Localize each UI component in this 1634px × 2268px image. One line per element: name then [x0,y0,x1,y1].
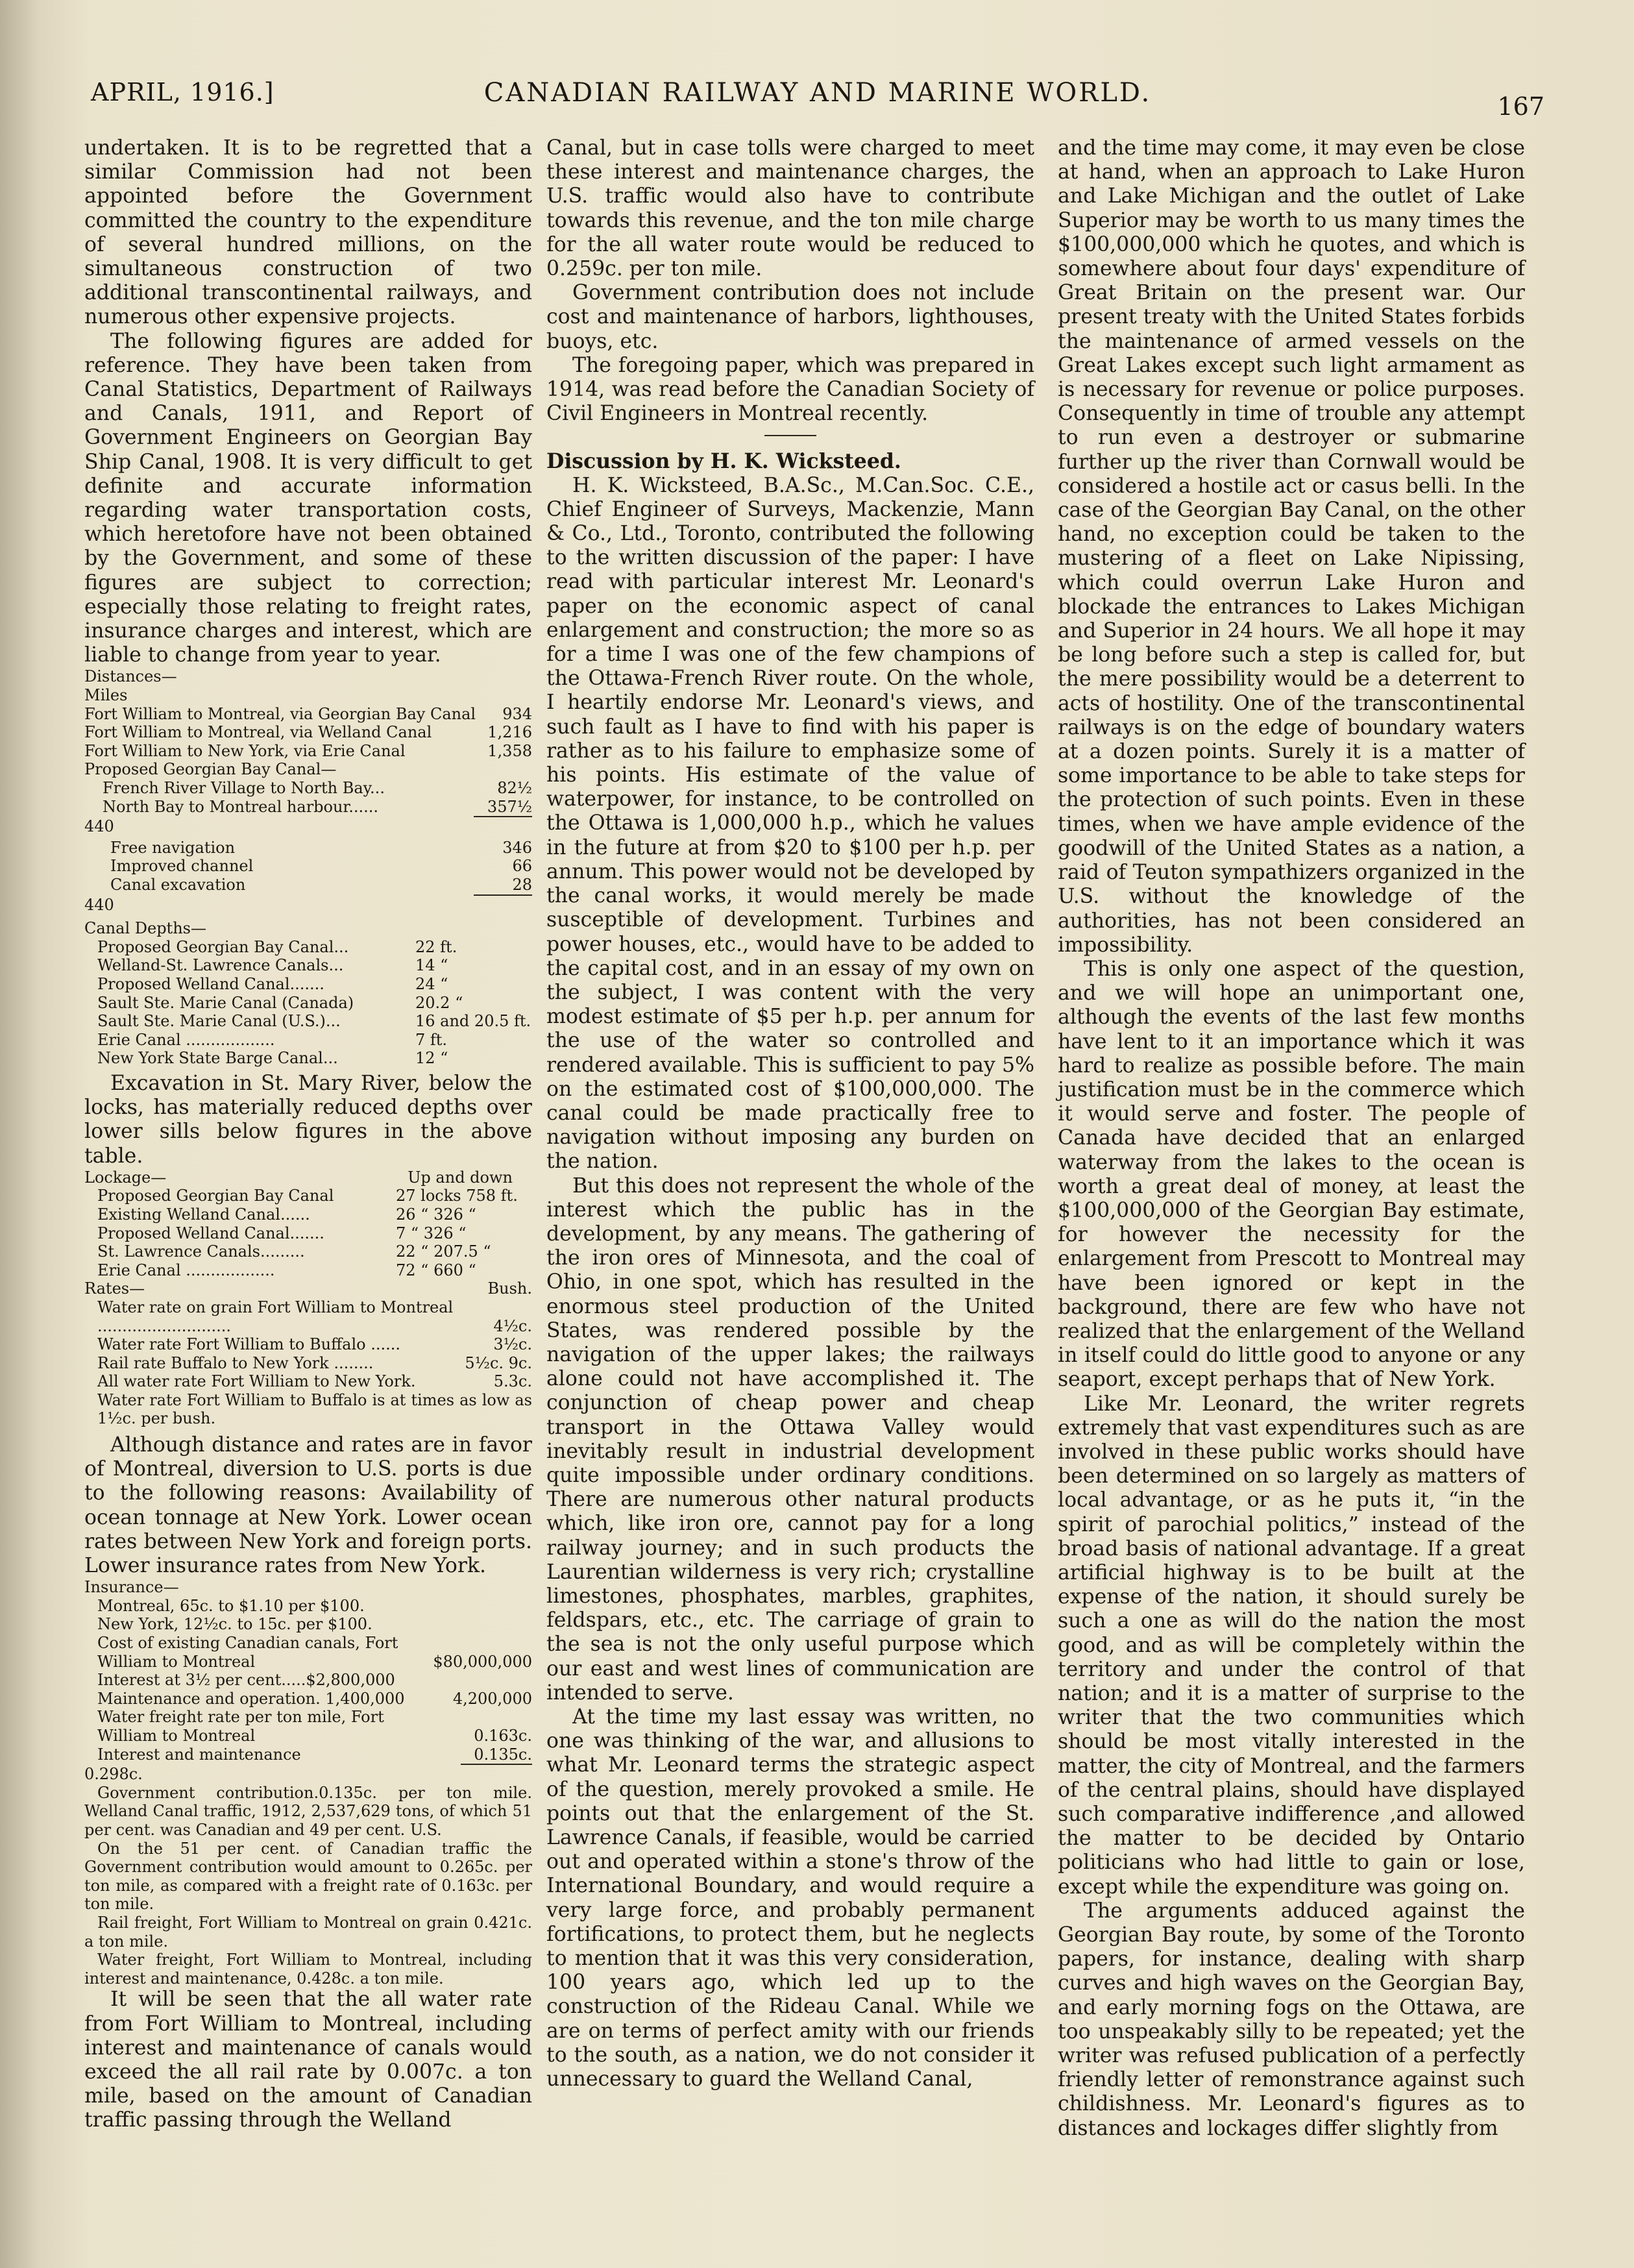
navigation-rows [84,839,532,894]
table-row: Proposed Welland Canal....... 24 “ [97,974,448,993]
column-1 [84,136,532,2133]
paragraph: Government contribution does not include cost and maintenance of harbors, lighthouses, buoys, etc. [546,281,1034,353]
table-row: Proposed Georgian Bay Canal— [84,760,337,779]
paragraph: But this does not represent the whole of the interest which the public has in the development, by any means. The gathering of the iron ores of Minnesota, and the coal of Ohio, in one spot, which has resulted in the enormous steel production of the United States, was rendered possible by the navigation of the upper lakes; the railways alone could not have accomplished it. The conjunction of cheap power and cheap transport in the Ottawa Valley would inevitably result in industrial development quite impossible under ordinary conditions. There are numerous other natural products which, like iron ore, cannot pay for a long railway journey; and in such products the Laurentian wilderness is very rich; crystalline limestones, phosphates, marbles, graphites, feldspars, etc., etc. The carriage of grain to the sea is not the only useful purpose which our east and west lines of communication are intended to serve. [546,1174,1034,1705]
table-label: Insurance— [84,1578,179,1597]
page-header [91,78,1544,123]
section-heading: Discussion by H. K. Wicksteed. [546,449,901,474]
table-row: New York, 12½c. to 15c. per $100. [97,1615,372,1634]
column-header: Bush. [487,1279,532,1298]
insurance-table [84,1578,532,1988]
section-divider [764,435,816,436]
table-row: Water freight rate per ton mile, Fort William to Montreal 0.163c. [97,1708,532,1745]
paragraph: This is only one aspect of the question, and we will hope an unimportant one, although the events of the last few months have lent to it an importance which it was hard to realize as possible before. The main justification must be in the commerce which it would serve and foster. The people of Canada have decided that an enlarged waterway from the lakes to the ocean is worth a great deal of money, at least the $100,000,000 of the Georgian Bay estimate, for however the necessity for the enlargement from Prescott to Montreal may have been ignored or kept in the background, there are few who have not realized that the enlargement of the Welland in itself could do little good to anyone or any seaport, except perhaps that of New York. [1058,957,1525,1392]
lockage-label: Lockage— [84,1168,167,1187]
paragraph: Although distance and rates are in favor of Montreal, diversion to U.S. ports is due to the following reasons: Availability of ocean tonnage at New York. Lower ocean rates between New York and foreign ports. Lower insurance rates from New York. [84,1433,532,1578]
table-row: Cost of existing Canadian canals, Fort William to Montreal $80,000,000 [97,1634,532,1671]
table-label [84,1279,532,1298]
table-row: Sault Ste. Marie Canal (U.S.)... 16 and 20.5 ft. [97,1012,531,1031]
note-paragraph: Rail freight, Fort William to Montreal on grain 0.421c. a ton mile. [84,1913,532,1951]
table-row: Proposed Georgian Bay Canal 27 locks 758 ft. [97,1187,518,1205]
issue-date: APRIL, 1916.] [91,78,274,106]
depths-table [84,919,532,1068]
total-value: 440 [84,895,114,914]
table-row: Interest at 3½ per cent.....$2,800,000 [97,1671,395,1690]
table-row: Water rate Fort William to Buffalo ...... 3½c. [97,1335,532,1354]
table-row: North Bay to Montreal harbour...... 357½ [103,797,532,816]
paragraph: undertaken. It is to be regretted that a similar Commission had not been appointed before the Government committed the country to the expenditure of several hundred millions, on the simultaneous construction of two additional transcontinental railways, and numerous other expensive projects. [84,136,532,329]
table-row: Proposed Welland Canal....... 7 “ 326 “ [97,1224,467,1242]
publication-title: CANADIAN RAILWAY AND MARINE WORLD. [483,78,1152,108]
column-2 [546,136,1034,2091]
table-label: Canal Depths— [84,919,206,938]
note-paragraph: Water freight, Fort William to Montreal, including interest and maintenance, 0.428c. a ton mile. [84,1951,532,1988]
column-3 [1058,136,1525,2141]
distances-table [84,667,532,914]
table-row: Fort William to Montreal, via Welland Canal 1,216 [84,723,532,742]
paragraph: The following figures are added for reference. They have been taken from Canal Statistics, Department of Railways and Canals, 1911, and Report of Government Engineers on Georgian Bay Ship Canal, 1908. It is very difficult to get definite and accurate information regarding water transportation costs, which heretofore have not been obtained by the Government, and some of these figures are subject to correction; especially those relating to freight rates, insurance charges and interest, which are liable to change from year to year. [84,329,532,667]
table-row: Maintenance and operation. 1,400,000 4,200,000 [97,1689,532,1708]
distance-rows [84,705,532,817]
paragraph: Like Mr. Leonard, the writer regrets extremely that vast expenditures such as are involved in these public works should have been determined on so largely as matters of local advantage, or as he puts it, “in the spirit of parochial politics,” instead of the broad basis of national advantage. If a great artificial highway is to be built at the expense of the nation, it should surely be such a one as will do the nation the most good, and as will be completely within the territory and under the control of that nation; and it is a matter of surprise to the writer that the two communities which should be most vitally interested in the matter, the city of Montreal, and the farmers of the central plains, should have displayed such comparative indifference ,and allowed the matter to be decided by Ontario politicians who had little to gain or lose, except while the expenditure was going on. [1058,1392,1525,1899]
rates-label: Rates— [84,1279,145,1298]
rates-table [84,1279,532,1428]
paragraph: Excavation in St. Mary River, below the locks, has materially reduced depths over lower sills below figures in the above table. [84,1071,532,1168]
lockage-rows [84,1187,532,1279]
table-row: Fort William to New York, via Erie Canal 1,358 [84,741,532,760]
table-row: French River Village to North Bay... 82½ [103,779,532,798]
insurance-rows [84,1597,532,1764]
table-row: Water rate on grain Fort William to Montreal ........................... 4½c. [97,1298,532,1335]
lockage-table [84,1168,532,1280]
table-row: Welland-St. Lawrence Canals... 14 “ [97,956,448,975]
table-row: Proposed Georgian Bay Canal... 22 ft. [97,937,457,956]
table-row: Sault Ste. Marie Canal (Canada) 20.2 “ [97,993,463,1012]
rates-note: Water rate Fort William to Buffalo is at times as low as 1½c. per bush. [97,1390,532,1428]
total-value: 440 [84,817,114,836]
depth-rows [84,938,532,1068]
table-row: Free navigation 346 [110,838,532,857]
table-row: Improved channel 66 [110,857,532,876]
table-row: St. Lawrence Canals......... 22 “ 207.5 “ [97,1242,491,1261]
table-row: Erie Canal .................. 7 ft. [97,1030,448,1049]
paragraph: Canal, but in case tolls were charged to meet these interest and maintenance charges, the U.S. traffic would also have to contribute towards this revenue, and the ton mile charge for the all water route would be reduced to 0.259c. per ton mile. [546,136,1034,281]
paragraph: and the time may come, it may even be close at hand, when an approach to Lake Huron and Lake Michigan and the outlet of Lake Superior may be worth to us many times the $100,000,000 which he quotes, and which is somewhere about four days' expenditure of Great Britain on the present war. Our present treaty with the United States forbids the maintenance of armed vessels on the Great Lakes except such light armament as is necessary for revenue or police purposes. Consequently in time of trouble any attempt to run even a destroyer or submarine further up the river than Cornwall would be considered a hostile act or casus belli. In the case of the Georgian Bay Canal, on the other hand, no exception could be taken to the mustering of a fleet on Lake Nipissing, which could overrun Lake Huron and blockade the entrances to Lakes Michigan and Superior in 24 hours. We all hope it may be long before such a step is called for, but the mere possibility would be a deterrent to acts of hostility. One of the transcontinental railways is on the edge of boundary waters at a dozen points. Surely it is a matter of some importance to be able to take steps for the protection of such points. Even in these times, when we have ample evidence of the goodwill of the United States as a nation, a raid of Teuton sympathizers organized in the U.S. without the knowledge of the authorities, has not been considered an impossibility. [1058,136,1525,957]
page-number: 167 [1497,92,1544,121]
table-row: Fort William to Montreal, via Georgian Bay Canal 934 [84,704,532,723]
table-label [84,1168,532,1187]
rate-rows [84,1298,532,1391]
table-row: Interest and maintenance 0.135c. [97,1745,532,1764]
paragraph: It will be seen that the all water rate from Fort William to Montreal, including interest and maintenance of canals would exceed the all rail rate by 0.007c. a ton mile, based on the amount of Canadian traffic passing through the Welland [84,1988,532,2132]
table-row: Existing Welland Canal...... 26 “ 326 “ [97,1205,476,1224]
paragraph: H. K. Wicksteed, B.A.Sc., M.Can.Soc. C.E., Chief Engineer of Surveys, Mackenzie, Mann & Co., Ltd., Toronto, contributed the following to the written discussion of the paper: I have read with particular interest Mr. Leonard's paper on the economic aspect of canal enlargement and construction; the more so as for a time I was one of the few champions of the Ottawa-French River route. On the whole, I heartily endorse Mr. Leonard's views, and such fault as I have to find with his paper is rather as to his failure to emphasize some of his points. His estimate of the value of waterpower, for instance, to be controlled on the Ottawa is 1,000,000 h.p., which he values in the future at from $20 to $100 per h.p. per annum. This power would not be developed by the canal works, it would merely be made susceptible of development. Turbines and power houses, etc., would have to be added to the capital cost, and in an essay of my own on the subject, I was content with the very modest estimate of $5 per h.p. per annum for the use of the water so controlled and rendered available. This is sufficient to pay 5% on the estimated cost of $100,000,000. The canal could be made practically free to navigation without imposing any burden on the nation. [546,473,1034,1174]
column-header: Miles [84,686,128,705]
table-row: New York State Barge Canal... 12 “ [97,1049,448,1068]
note-paragraph: On the 51 per cent. of Canadian traffic the Government contribution would amount to 0.265c. per ton mile, as compared with a freight rate of 0.163c. per ton mile. [84,1839,532,1914]
table-label: Distances— [84,667,177,686]
total-value: 0.298c. [84,1765,143,1784]
paragraph: The arguments adduced against the Georgian Bay route, by some of the Toronto papers, for instance, dealing with sharp curves and high waves on the Georgian Bay, and early morning fogs on the Ottawa, are too unspeakably silly to be repeated; yet the writer was refused publication of a perfectly friendly letter of remonstrance against such childishness. Mr. Leonard's figures as to distances and lockages differ slightly from [1058,1899,1525,2140]
table-row: Erie Canal .................. 72 “ 660 “ [97,1261,476,1279]
table-row: Montreal, 65c. to $1.10 per $100. [97,1596,365,1615]
table-row: Rail rate Buffalo to New York ........ 5½c. 9c. [97,1353,532,1372]
table-row: Canal excavation 28 [110,876,532,894]
column-header: Up and down [408,1168,513,1187]
note-paragraph: Government contribution.0.135c. per ton mile. Welland Canal traffic, 1912, 2,537,629 tons, of which 51 per cent. was Canadian and 49 per cent. U.S. [84,1783,532,1839]
paragraph: At the time my last essay was written, no one was thinking of the war, and allusions to what Mr. Leonard terms the strategic aspect of the question, merely provoked a smile. He points out that the enlargement of the St. Lawrence Canals, if feasible, would be carried out and operated within a stone's throw of the International Boundary, and would require a very large force, and probably permanent fortifications, to protect them, but he neglects to mention that it was this very consideration, 100 years ago, which led up to the construction of the Rideau Canal. While we are on terms of perfect amity with our friends to the south, as a nation, we do not consider it unnecessary to guard the Welland Canal, [546,1705,1034,2091]
table-row: All water rate Fort William to New York. 5.3c. [97,1372,532,1391]
paragraph: The foregoing paper, which was prepared in 1914, was read before the Canadian Society of Civil Engineers in Montreal recently. [546,353,1034,426]
